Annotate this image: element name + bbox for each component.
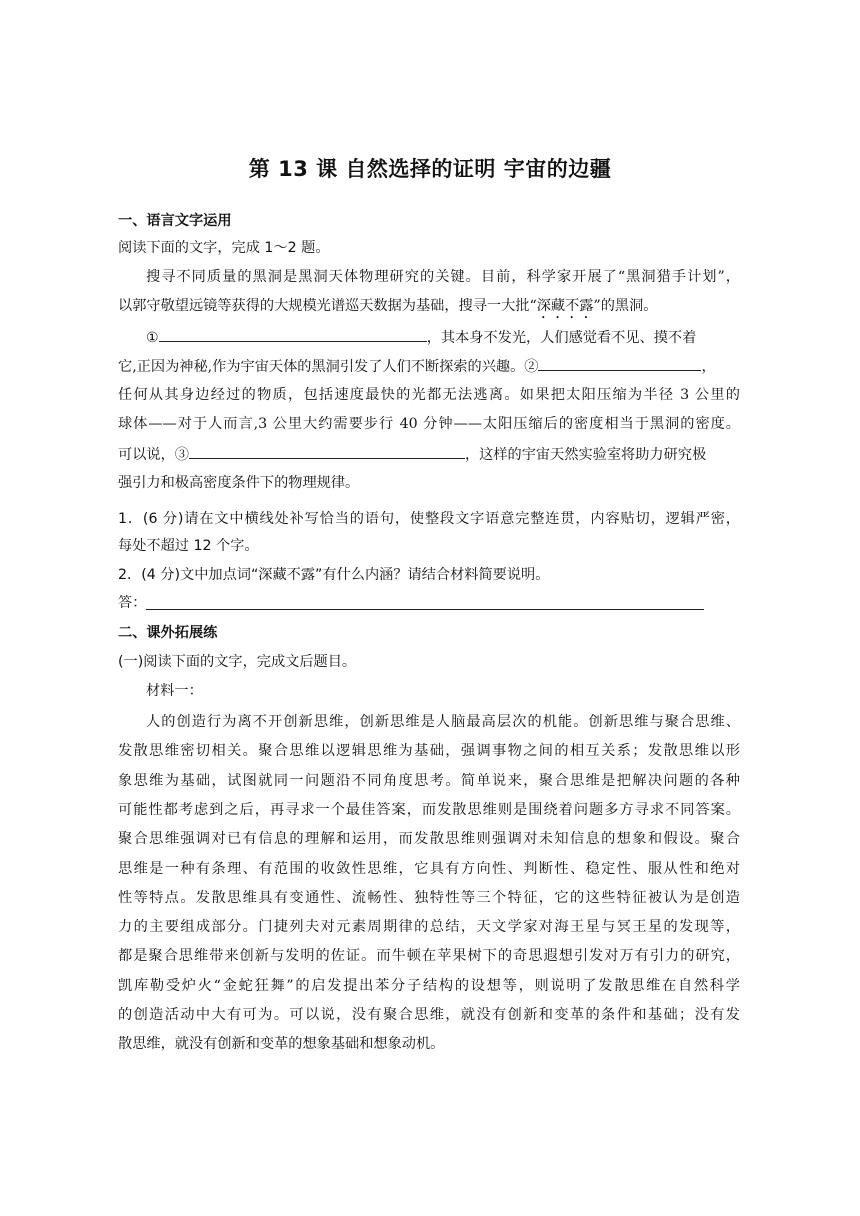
passage2-line5-text: 可以说，③ (118, 447, 189, 463)
passage2-line5-tail: ，这样的宇宙天然实验室将助力研究极 (464, 447, 707, 463)
material-line: 性等特点。发散思维具有变通性、流畅性、独特性等三个特征，它的这些特征被认为是创造 (118, 890, 740, 906)
answer-label: 答： (118, 595, 147, 611)
passage2-line2-tail: ， (701, 359, 716, 375)
passage1-line2-tail: ”的黑洞。 (593, 298, 658, 314)
material-label: 材料一： (146, 683, 203, 699)
passage2-line2 (118, 356, 740, 377)
passage2-line4: 球体——对于人而言,3 公里大约需要步行 40 分钟——太阳压缩后的密度相当于黑洞的密度。 (118, 416, 740, 432)
material-line: 象思维为基础，试图就同一问题沿不同角度思考。简单说来，聚合思维是把解决问题的各种 (118, 773, 740, 789)
question-1-line1: 1．(6 分)请在文中横线处补写恰当的语句，使整段文字语意完整连贯，内容贴切，逻辑严密， (118, 511, 740, 527)
passage2-line6: 强引力和极高密度条件下的物理规律。 (118, 475, 360, 491)
answer-line[interactable] (146, 609, 704, 610)
blank1-number: ① (146, 330, 159, 346)
passage1-line2-text: 以郭守敬望远镜等获得的大规模光谱巡天数据为基础，搜寻一大批“ (118, 298, 537, 314)
material-line: 思维是一种有条理、有范围的收敛性思维，它具有方向性、判断性、稳定性、服从性和绝对 (118, 861, 740, 877)
question-2: 2．(4 分)文中加点词“深藏不露”有什么内涵？请结合材料简要说明。 (118, 567, 550, 583)
material-line: 散思维，就没有创新和变革的想象基础和想象动机。 (118, 1036, 445, 1052)
material-line: 人的创造行为离不开创新思维，创新思维是人脑最高层次的机能。创新思维与聚合思维、 (146, 714, 740, 730)
section2-heading: 二、课外拓展练 (118, 625, 218, 641)
material-line: 凯库勒受炉火“金蛇狂舞”的启发提出苯分子结构的设想等，则说明了发散思维在自然科学 (118, 978, 740, 994)
page-title: 第 13 课 自然选择的证明 宇宙的边疆 (248, 157, 612, 181)
passage2-line3: 任何从其身边经过的物质，包括速度最快的光都无法逃离。如果把太阳压缩为半径 3 公里的 (118, 387, 740, 403)
dotted-term: 深藏不露 (536, 298, 594, 314)
passage1-line2 (118, 296, 740, 322)
material-line: 发散思维密切相关。聚合思维以逻辑思维为基础，强调事物之间的相互关系；发散思维以形 (118, 743, 740, 759)
material-line: 都是聚合思维带来创新与发明的佐证。而牛顿在苹果树下的奇思遐想引发对万有引力的研究， (118, 948, 740, 964)
passage2-line1 (146, 327, 740, 348)
blank-3-fill-line[interactable] (189, 444, 465, 459)
question-1-line2: 每处不超过 12 个字。 (118, 538, 259, 554)
passage1-line1: 搜寻不同质量的黑洞是黑洞天体物理研究的关键。目前，科学家开展了“黑洞猎手计划”， (146, 269, 740, 285)
blank-2-fill-line[interactable] (538, 356, 701, 371)
passage2-line1-text: ，其本身不发光，人们感觉看不见、摸不着 (426, 330, 697, 346)
material-line: 聚合思维强调对已有信息的理解和运用，而发散思维则强调对未知信息的想象和假设。聚合 (118, 831, 740, 847)
material-line: 的创造活动中大有可为。可以说，没有聚合思维，就没有创新和变革的条件和基础；没有发 (118, 1007, 740, 1023)
passage2-line5 (118, 444, 740, 465)
passage2-line2-text: 它,正因为神秘,作为宇宙天体的黑洞引发了人们不断探索的兴趣。② (118, 359, 539, 375)
material-line: 力的主要组成部分。门捷列夫对元素周期律的总结，天文学家对海王星与冥王星的发现等， (118, 919, 740, 935)
blank-1-fill-line[interactable] (159, 327, 427, 342)
section1-heading: 一、语言文字运用 (118, 213, 232, 229)
material-line: 可能性都考虑到之后，再寻求一个最佳答案，而发散思维则是围绕着问题多方寻求不同答案。 (118, 802, 740, 818)
section2-instruction: (一)阅读下面的文字，完成文后题目。 (118, 654, 357, 670)
section1-instruction: 阅读下面的文字，完成 1～2 题。 (118, 240, 330, 256)
